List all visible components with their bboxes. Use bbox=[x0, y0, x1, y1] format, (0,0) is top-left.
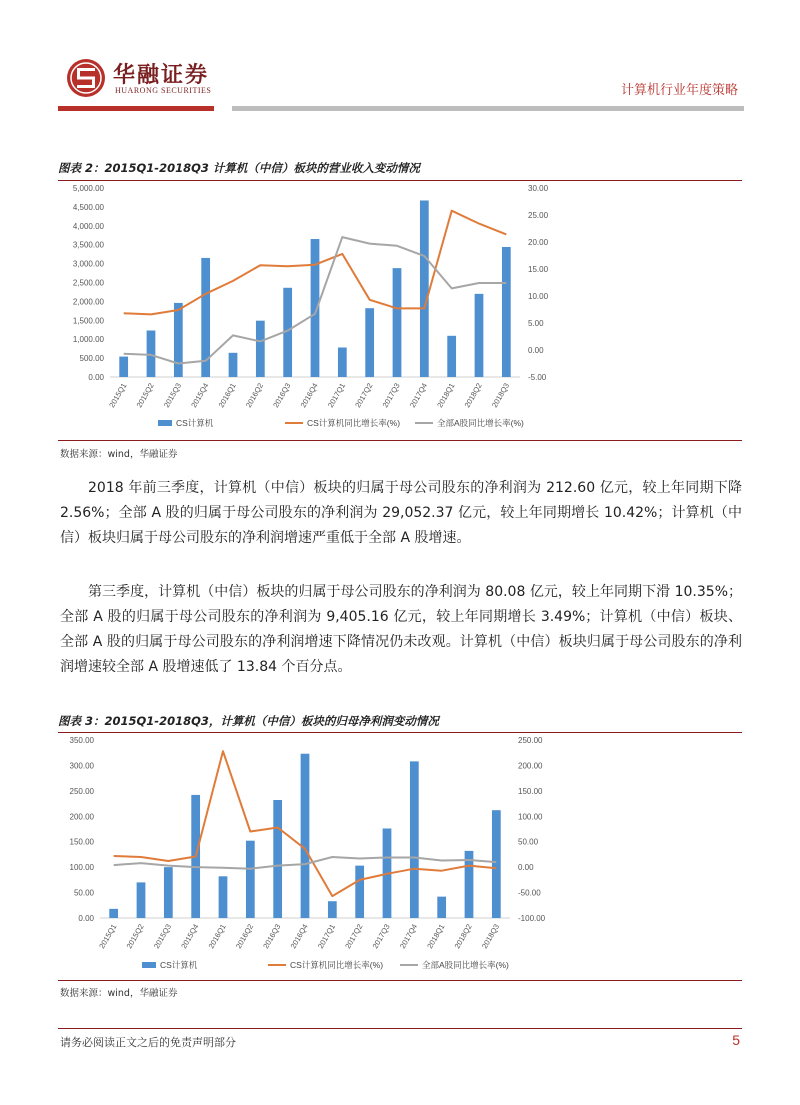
bar-2017Q4 bbox=[410, 761, 419, 918]
x-tick-label: 2015Q1 bbox=[107, 381, 129, 410]
y2-tick-label: 20.00 bbox=[528, 238, 549, 247]
figure3-title: 图表 3：2015Q1-2018Q3，计算机（中信）板块的归母净利润变动情况 bbox=[58, 714, 439, 728]
y2-tick-label: -100.00 bbox=[518, 914, 546, 923]
bar-2015Q1 bbox=[119, 357, 128, 377]
header-rule-gray bbox=[232, 106, 744, 111]
y-tick-label: 150.00 bbox=[69, 837, 94, 847]
bar-2017Q2 bbox=[355, 866, 364, 918]
y-tick-label: 0.00 bbox=[88, 373, 104, 382]
figure3-top-rule bbox=[58, 732, 742, 733]
x-tick-label: 2016Q1 bbox=[206, 922, 228, 951]
y-tick-label: 3,000.00 bbox=[72, 259, 104, 269]
x-tick-label: 2016Q1 bbox=[216, 381, 238, 410]
bar-2015Q3 bbox=[174, 303, 183, 377]
x-tick-label: 2016Q4 bbox=[298, 381, 320, 410]
y2-tick-label: 100.00 bbox=[518, 812, 543, 822]
x-tick-label: 2015Q4 bbox=[179, 922, 201, 951]
legend-label: CS计算机同比增长率(%) bbox=[290, 960, 384, 970]
paragraph-2: 第三季度，计算机（中信）板块的归属于母公司股东的净利润为 80.08 亿元，较上年同期下滑 10.35%；全部 A 股的归属于母公司股东的净利润为 9,405.16 亿元，较上年同期增长 3.49%；计算机（中信）板块、全部 A 股的归属于母公司股东的净利润增速下降情况仍未改观。计算机（中信）板块归属于母公司股东的净利润增速较全部 A 股增速低了 13.84 个百分点。 bbox=[60, 584, 742, 675]
x-tick-label: 2016Q2 bbox=[233, 922, 256, 951]
y-tick-label: 5,000.00 bbox=[72, 184, 104, 193]
x-tick-label: 2015Q1 bbox=[97, 922, 119, 951]
figure2-title: 图表 2：2015Q1-2018Q3 计算机（中信）板块的营业收入变动情况 bbox=[58, 161, 420, 175]
x-tick-label: 2017Q2 bbox=[343, 922, 365, 951]
bar-2015Q3 bbox=[164, 867, 173, 918]
legend-swatch-bar bbox=[158, 420, 172, 426]
x-tick-label: 2018Q1 bbox=[425, 922, 447, 951]
header-rule-red bbox=[58, 106, 214, 111]
y-tick-label: 3,500.00 bbox=[72, 240, 104, 250]
x-tick-label: 2015Q4 bbox=[189, 381, 211, 410]
x-tick-label: 2017Q1 bbox=[325, 381, 348, 410]
bar-2016Q2 bbox=[256, 321, 265, 377]
y2-tick-label: 0.00 bbox=[528, 346, 544, 355]
x-tick-label: 2015Q3 bbox=[151, 922, 174, 951]
figure2-source: 数据来源：wind，华融证券 bbox=[60, 449, 178, 460]
page-number: 5 bbox=[732, 1032, 740, 1048]
y2-tick-label: 200.00 bbox=[518, 761, 543, 771]
y-tick-label: 2,000.00 bbox=[72, 297, 104, 307]
legend-label: CS计算机同比增长率(%) bbox=[307, 418, 401, 428]
bar-2017Q3 bbox=[393, 268, 402, 377]
y-tick-label: 2,500.00 bbox=[72, 278, 104, 288]
bar-2016Q1 bbox=[219, 876, 228, 918]
x-tick-label: 2018Q3 bbox=[489, 381, 512, 410]
bar-2016Q4 bbox=[301, 754, 310, 918]
y2-tick-label: 150.00 bbox=[518, 786, 543, 796]
y-tick-label: 4,500.00 bbox=[72, 202, 104, 212]
bar-2018Q1 bbox=[437, 897, 446, 918]
x-tick-label: 2017Q1 bbox=[315, 922, 338, 951]
figure3-chart bbox=[60, 734, 742, 980]
bar-2015Q2 bbox=[137, 882, 146, 918]
y2-tick-label: 0.00 bbox=[518, 863, 534, 873]
x-tick-label: 2018Q2 bbox=[452, 922, 474, 951]
y-tick-label: 250.00 bbox=[69, 786, 94, 796]
y-tick-label: 300.00 bbox=[69, 761, 94, 771]
legend-swatch-bar bbox=[142, 962, 156, 968]
bar-2017Q1 bbox=[338, 348, 347, 377]
x-tick-label: 2016Q2 bbox=[243, 381, 266, 410]
legend-label: 全部A股同比增长率(%) bbox=[422, 960, 509, 970]
x-tick-label: 2015Q3 bbox=[161, 381, 184, 410]
bar-2018Q3 bbox=[502, 247, 511, 377]
x-tick-label: 2017Q3 bbox=[380, 381, 402, 410]
figure2-top-rule bbox=[58, 180, 742, 181]
y-tick-label: 350.00 bbox=[69, 736, 94, 745]
y2-tick-label: 50.00 bbox=[518, 837, 539, 847]
y-tick-label: 0.00 bbox=[78, 914, 94, 923]
bar-2017Q4 bbox=[420, 200, 429, 377]
figure2-chart bbox=[60, 182, 742, 438]
footer-rule bbox=[58, 1028, 742, 1029]
brand-name-en: HUARONG SECURITIES bbox=[115, 86, 212, 95]
x-tick-label: 2015Q2 bbox=[124, 922, 146, 951]
page-header bbox=[0, 0, 800, 120]
legend-label: 全部A股同比增长率(%) bbox=[437, 418, 524, 428]
paragraph-1: 2018 年前三季度，计算机（中信）板块的归属于母公司股东的净利润为 212.60 亿元，较上年同期下降 2.56%；全部 A 股的归属于母公司股东的净利润为 29,052.37 亿元，较上年同期增长 10.42%；计算机（中信）板块归属于母公司股东的净利润增速严重低于全部 A 股增速。 bbox=[60, 480, 742, 546]
x-tick-label: 2016Q3 bbox=[261, 922, 283, 951]
y-tick-label: 200.00 bbox=[69, 812, 94, 822]
y-tick-label: 500.00 bbox=[79, 354, 104, 364]
report-title: 计算机行业年度策略 bbox=[620, 83, 738, 98]
y2-tick-label: 30.00 bbox=[528, 184, 549, 193]
figure2-bottom-rule bbox=[58, 440, 742, 441]
x-tick-label: 2016Q3 bbox=[271, 381, 293, 410]
bar-2015Q1 bbox=[109, 909, 118, 918]
y2-tick-label: 5.00 bbox=[528, 319, 544, 328]
huarong-logo-icon bbox=[66, 58, 106, 98]
bar-2016Q3 bbox=[273, 800, 282, 918]
bar-2016Q2 bbox=[246, 841, 255, 918]
figure3-source: 数据来源：wind，华融证券 bbox=[60, 988, 178, 999]
x-tick-label: 2018Q1 bbox=[435, 381, 457, 410]
y2-tick-label: -50.00 bbox=[518, 888, 541, 898]
y-tick-label: 100.00 bbox=[69, 863, 94, 873]
y-tick-label: 4,000.00 bbox=[72, 221, 104, 231]
bar-2018Q1 bbox=[447, 336, 456, 377]
x-tick-label: 2017Q4 bbox=[397, 922, 420, 951]
bar-2015Q2 bbox=[147, 331, 156, 377]
legend-label: CS计算机 bbox=[176, 418, 214, 428]
x-tick-label: 2015Q2 bbox=[134, 381, 156, 410]
bar-2016Q1 bbox=[229, 353, 238, 377]
y-tick-label: 1,000.00 bbox=[72, 335, 104, 345]
bar-2017Q1 bbox=[328, 901, 337, 918]
bar-2018Q3 bbox=[492, 810, 501, 918]
y2-tick-label: 250.00 bbox=[518, 736, 543, 745]
legend-label: CS计算机 bbox=[160, 960, 198, 970]
x-tick-label: 2016Q4 bbox=[288, 922, 310, 951]
figure3-bottom-rule bbox=[58, 980, 742, 981]
y2-tick-label: 25.00 bbox=[528, 211, 549, 220]
brand-name-cn: 华融证券 bbox=[113, 63, 210, 88]
x-tick-label: 2017Q2 bbox=[353, 381, 375, 410]
x-tick-label: 2017Q3 bbox=[370, 922, 392, 951]
footer-disclaimer: 请务必阅读正文之后的免责声明部分 bbox=[60, 1036, 236, 1049]
x-tick-label: 2018Q3 bbox=[479, 922, 502, 951]
y2-tick-label: 15.00 bbox=[528, 265, 549, 274]
bar-2017Q2 bbox=[365, 308, 374, 377]
x-tick-label: 2017Q4 bbox=[407, 381, 430, 410]
y2-tick-label: 10.00 bbox=[528, 292, 549, 301]
bar-2018Q2 bbox=[475, 294, 484, 377]
x-tick-label: 2018Q2 bbox=[462, 381, 484, 410]
y2-tick-label: -5.00 bbox=[528, 373, 547, 382]
y-tick-label: 50.00 bbox=[73, 888, 94, 898]
y-tick-label: 1,500.00 bbox=[72, 316, 104, 326]
